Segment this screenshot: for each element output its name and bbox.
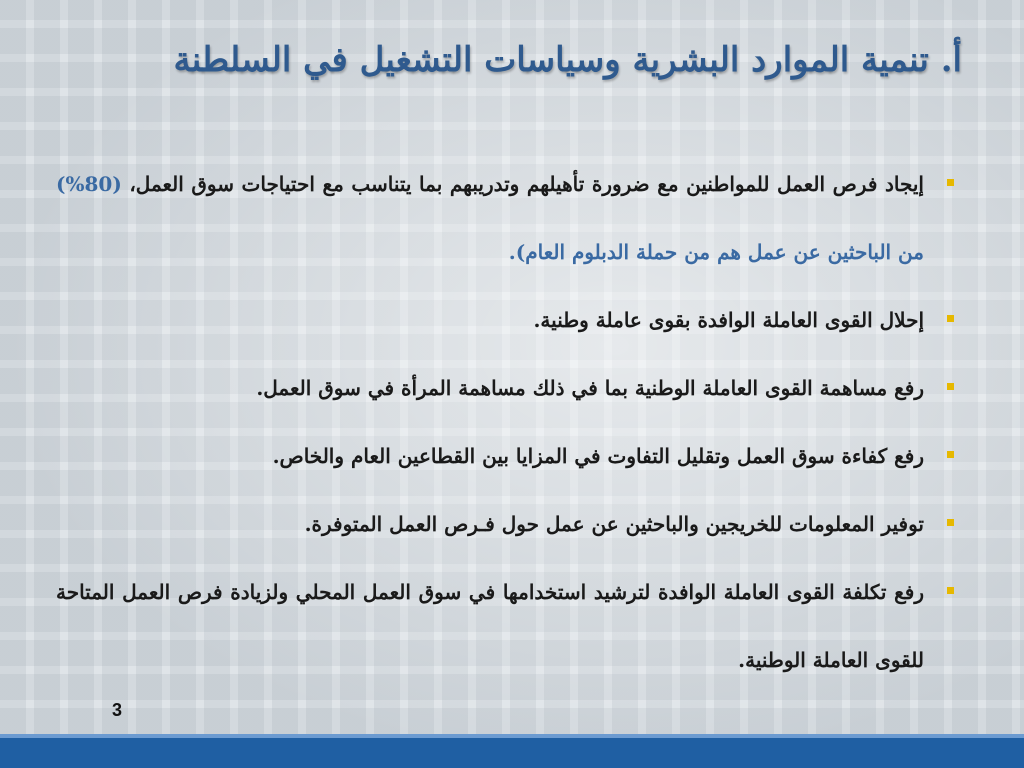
bullet-text: رفع تكلفة القوى العاملة الوافدة لترشيد استخدامها في سوق العمل المحلي ولزيادة فرص العمل المتاحة للقوى العاملة الوطنية. bbox=[56, 580, 924, 672]
bullet-text: رفع كفاءة سوق العمل وتقليل التفاوت في المزايا بين القطاعين العام والخاص. bbox=[272, 444, 924, 468]
bullet-text: إيجاد فرص العمل للمواطنين مع ضرورة تأهيلهم وتدريبهم بما يتناسب مع احتياجات سوق العمل، bbox=[121, 172, 924, 196]
bullet-item bbox=[56, 422, 924, 490]
bullet-list bbox=[56, 150, 924, 694]
bullet-marker-icon bbox=[947, 519, 954, 526]
bullet-item bbox=[56, 490, 924, 558]
bullet-item bbox=[56, 150, 924, 286]
bullet-accent-text: (80%) من الباحثين عن عمل هم من حملة الدبلوم العام). bbox=[56, 172, 924, 264]
footer-bar bbox=[0, 734, 1024, 768]
bullet-marker-icon bbox=[947, 383, 954, 390]
slide-title: أ. تنمية الموارد البشرية وسياسات التشغيل في السلطنة bbox=[173, 40, 962, 80]
bullet-item bbox=[56, 286, 924, 354]
bullet-marker-icon bbox=[947, 587, 954, 594]
bullet-marker-icon bbox=[947, 315, 954, 322]
bullet-text: إحلال القوى العاملة الوافدة بقوى عاملة وطنية. bbox=[533, 308, 924, 332]
bullet-marker-icon bbox=[947, 451, 954, 458]
page-number: 3 bbox=[112, 700, 123, 720]
bullet-item bbox=[56, 354, 924, 422]
bullet-text: رفع مساهمة القوى العاملة الوطنية بما في ذلك مساهمة المرأة في سوق العمل. bbox=[256, 376, 924, 400]
bullet-marker-icon bbox=[947, 179, 954, 186]
bullet-item bbox=[56, 558, 924, 694]
footer-stripe bbox=[0, 734, 1024, 738]
bullet-text: توفير المعلومات للخريجين والباحثين عن عمل حول فـرص العمل المتوفرة. bbox=[304, 512, 924, 536]
